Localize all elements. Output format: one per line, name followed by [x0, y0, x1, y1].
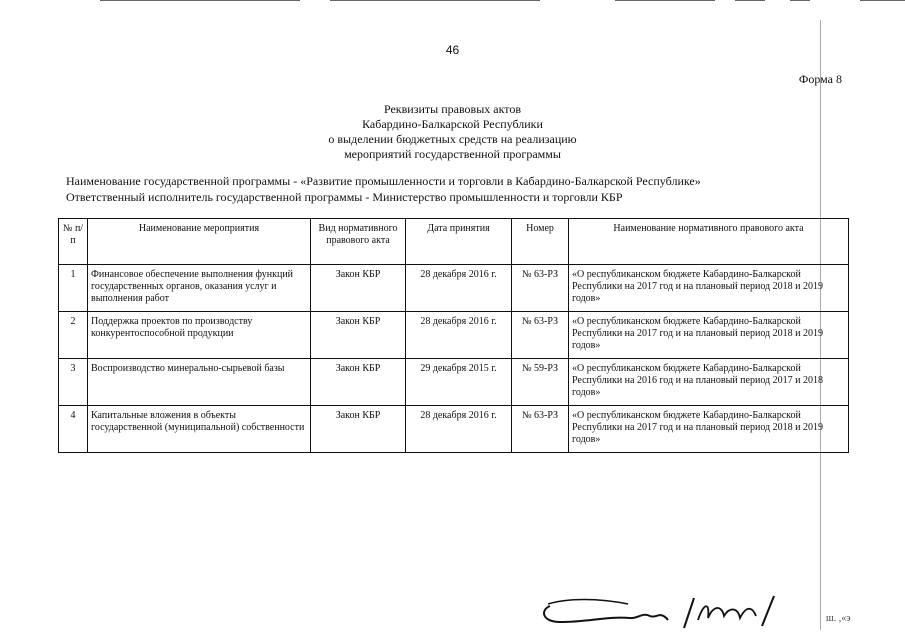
cell-number: 2: [59, 312, 88, 359]
cell-measure-name: Финансовое обеспечение выполнения функций государственных органов, оказания услуг и выполнения работ: [88, 265, 311, 312]
cell-measure-name: Капитальные вложения в объекты государственной (муниципальной) собственности: [88, 406, 311, 453]
cell-adoption-date: 28 декабря 2016 г.: [406, 406, 512, 453]
cell-number: 3: [59, 359, 88, 406]
cell-act-type: Закон КБР: [311, 312, 406, 359]
cell-act-name: «О республиканском бюджете Кабардино-Балкарской Республики на 2016 год и на плановый период 2017 и 2018 годов»: [569, 359, 849, 406]
header-measure-name: Наименование мероприятия: [88, 219, 311, 265]
cell-act-number: № 63-РЗ: [512, 406, 569, 453]
title-line: Реквизиты правовых актов: [383, 102, 522, 116]
cell-act-type: Закон КБР: [311, 265, 406, 312]
cell-number: 4: [59, 406, 88, 453]
cell-adoption-date: 29 декабря 2015 г.: [406, 359, 512, 406]
cell-act-number: № 59-РЗ: [512, 359, 569, 406]
scan-artifact-line: [615, 0, 715, 1]
title-line: о выделении бюджетных средств на реализацию: [328, 132, 577, 146]
handwritten-note: ш. ,«э: [826, 613, 851, 624]
table-row: [59, 265, 849, 312]
header-act-type: Вид нормативного правового акта: [311, 219, 406, 265]
cell-act-number: № 63-РЗ: [512, 312, 569, 359]
cell-act-number: № 63-РЗ: [512, 265, 569, 312]
table-row: [59, 312, 849, 359]
handwritten-signature: [538, 592, 788, 632]
responsible-executor: Ответственный исполнитель государственной программы - Министерство промышленности и торговли КБР: [66, 190, 623, 204]
header-number: № п/п: [59, 219, 88, 265]
scan-artifact-line: [790, 0, 810, 1]
cell-measure-name: Воспроизводство минерально-сырьевой базы: [88, 359, 311, 406]
page-number: 46: [445, 43, 460, 57]
document-title: [0, 102, 905, 162]
table-row: [59, 359, 849, 406]
cell-act-name: «О республиканском бюджете Кабардино-Балкарской Республики на 2017 год и на плановый период 2018 и 2019 годов»: [569, 265, 849, 312]
scan-artifact-line: [735, 0, 765, 1]
title-line: Кабардино-Балкарской Республики: [362, 117, 543, 131]
scan-artifact-line: [330, 0, 540, 1]
cell-act-type: Закон КБР: [311, 406, 406, 453]
cell-measure-name: Поддержка проектов по производству конкурентоспособной продукции: [88, 312, 311, 359]
form-label: Форма 8: [798, 72, 842, 86]
header-act-number: Номер: [512, 219, 569, 265]
cell-adoption-date: 28 декабря 2016 г.: [406, 312, 512, 359]
cell-act-name: «О республиканском бюджете Кабардино-Балкарской Республики на 2017 год и на плановый период 2018 и 2019 годов»: [569, 406, 849, 453]
table-row: [59, 406, 849, 453]
title-line: мероприятий государственной программы: [344, 147, 561, 161]
header-adoption-date: Дата принятия: [406, 219, 512, 265]
cell-act-type: Закон КБР: [311, 359, 406, 406]
header-act-name: Наименование нормативного правового акта: [569, 219, 849, 265]
scan-artifact-line: [860, 0, 905, 1]
cell-act-name: «О республиканском бюджете Кабардино-Балкарской Республики на 2017 год и на плановый период 2018 и 2019 годов»: [569, 312, 849, 359]
legal-acts-table: [58, 218, 849, 453]
scan-artifact-line: [100, 0, 300, 1]
program-name: Наименование государственной программы - «Развитие промышленности и торговли в Кабардино-Балкарской Республике»: [66, 174, 701, 188]
program-info: [66, 173, 701, 205]
table-header-row: [59, 219, 849, 265]
cell-number: 1: [59, 265, 88, 312]
cell-adoption-date: 28 декабря 2016 г.: [406, 265, 512, 312]
